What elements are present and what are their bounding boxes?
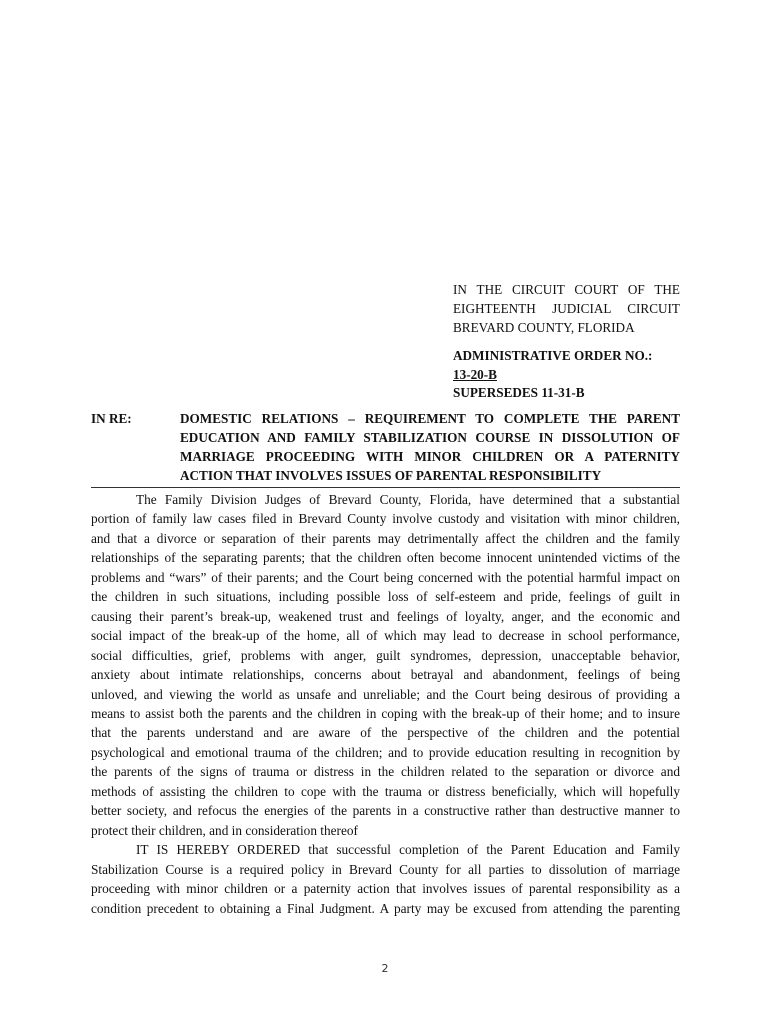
in-re-line: ACTION THAT INVOLVES ISSUES OF PARENTAL RESPONSIBILITY bbox=[180, 468, 602, 483]
body-line: portion of family law cases filed in Brevard County involve custody and visitation with minor children, bbox=[91, 511, 680, 527]
body-line: protect their children, and in consideration thereof bbox=[91, 822, 358, 838]
body-line: the children in such situations, including possible loss of self-esteem and pride, feelings of guilt in bbox=[91, 589, 680, 605]
court-line: IN THE CIRCUIT COURT OF THE bbox=[453, 282, 680, 297]
body-line: causing their parent’s break-up, weakened trust and feelings of loyalty, anger, and the economic and bbox=[91, 608, 680, 624]
body-line: social impact of the break-up of the home, all of which may lead to decrease in school performance, bbox=[91, 628, 680, 644]
body-line: condition precedent to obtaining a Final Judgment. A party may be excused from attending the parenting bbox=[91, 900, 680, 916]
body-line: the parents of the signs of trauma or distress in the children related to the separation or divorce and bbox=[91, 764, 680, 780]
court-line: BREVARD COUNTY, FLORIDA bbox=[453, 320, 635, 335]
body-line: unloved, and viewing the world as unsafe and unreliable; and the Court being desirous of providing a bbox=[91, 686, 680, 702]
body-line: better society, and refocus the energies of the parents in a constructive rather than destructive manner to bbox=[91, 803, 680, 819]
body-line: proceeding with minor children or a paternity action that involves issues of parental responsibility as a bbox=[91, 881, 680, 897]
court-caption bbox=[453, 280, 680, 337]
in-re-subject bbox=[180, 409, 680, 485]
body-line: psychological and emotional trauma of the children; and to provide education resulting in recognition by bbox=[91, 744, 680, 760]
body-line: social difficulties, grief, problems with anger, guilt syndromes, depression, unacceptable behavior, bbox=[91, 647, 680, 663]
body-line: and that a divorce or separation of their parents may detrimentally affect the children and the family bbox=[91, 530, 680, 546]
body-line: The Family Division Judges of Brevard County, Florida, have determined that a substantial bbox=[136, 492, 680, 507]
page-number: 2 bbox=[381, 962, 389, 975]
body-line: IT IS HEREBY ORDERED that successful completion of the Parent Education and Family bbox=[136, 842, 680, 858]
supersedes-line: SUPERSEDES 11-31-B bbox=[453, 385, 585, 400]
order-label: ADMINISTRATIVE ORDER NO.: bbox=[453, 348, 653, 363]
body-line: problems and “wars” of their parents; and the Court being concerned with the potential harmful impact on bbox=[91, 569, 680, 585]
section-divider bbox=[91, 487, 680, 488]
in-re-label: IN RE: bbox=[91, 411, 132, 426]
court-line: EIGHTEENTH JUDICIAL CIRCUIT bbox=[453, 301, 680, 316]
order-body bbox=[91, 490, 680, 918]
body-line: relationships of the separating parents; that the children often become innocent unintended victims of the bbox=[91, 550, 680, 566]
body-line: means to assist both the parents and the children in coping with the break-up of their home; and to insure bbox=[91, 705, 680, 721]
order-number: 13-20-B bbox=[453, 366, 497, 382]
administrative-order-heading bbox=[453, 347, 693, 403]
in-re-line: MARRIAGE PROCEEDING WITH MINOR CHILDREN OR A PATERNITY bbox=[180, 449, 680, 464]
body-line: anxiety about intimate relationships, concerns about betrayal and abandonment, feelings of being bbox=[91, 667, 680, 683]
body-line: that the parents understand and are aware of the perspective of the children and the potential bbox=[91, 725, 680, 741]
body-line: methods of assisting the children to cope with the trauma or distress beneficially, which will hopefully bbox=[91, 783, 680, 799]
in-re-line: DOMESTIC RELATIONS – REQUIREMENT TO COMPLETE THE PARENT bbox=[180, 411, 680, 426]
in-re-line: EDUCATION AND FAMILY STABILIZATION COURSE IN DISSOLUTION OF bbox=[180, 430, 680, 445]
body-line: Stabilization Course is a required policy in Brevard County for all parties to dissolution of marriage bbox=[91, 861, 680, 877]
